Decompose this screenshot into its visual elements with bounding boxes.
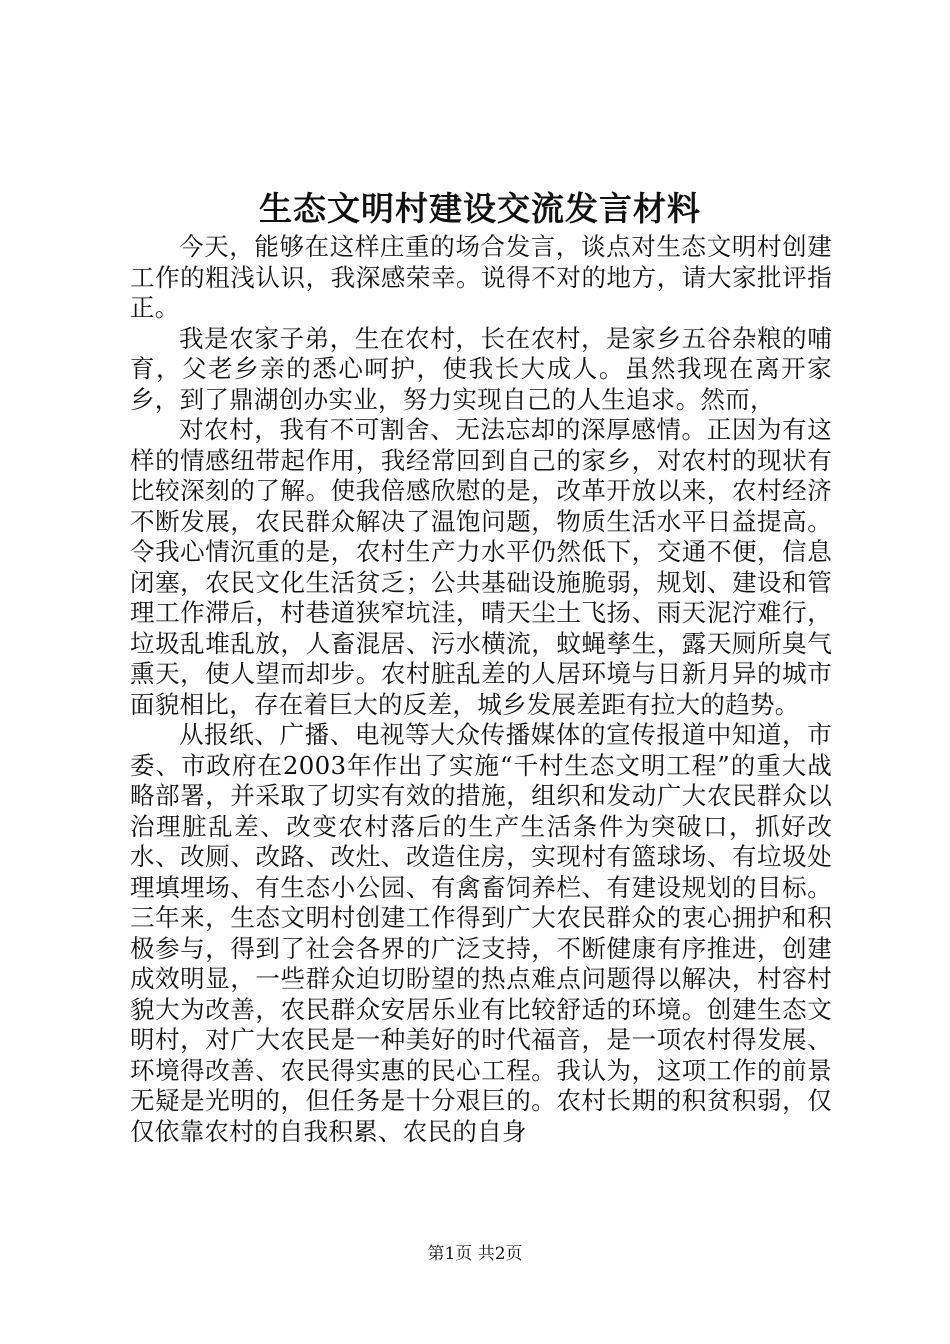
page-footer: 第1页 共2页 bbox=[427, 1244, 523, 1264]
document-body bbox=[130, 232, 832, 1147]
paragraph-3: 对农村，我有不可割舍、无法忘却的深厚感情。正因为有这样的情感纽带起作用，我经常回到自己的家乡，对农村的现状有比较深刻的了解。使我倍感欣慰的是，改革开放以来，农村经济不断发展，农民群众解决了温饱问题，物质生活水平日益提高。令我心情沉重的是，农村生产力水平仍然低下，交通不便，信息闭塞，农民文化生活贫乏；公共基础设施脆弱，规划、建设和管理工作滞后，村巷道狭窄坑洼，晴天尘土飞扬、雨天泥泞难行，垃圾乱堆乱放，人畜混居、污水横流，蚊蝇孳生，露天厕所臭气熏天，使人望而却步。农村脏乱差的人居环境与日新月异的城市面貌相比，存在着巨大的反差，城乡发展差距有拉大的趋势。 bbox=[130, 415, 832, 719]
document-title: 生态文明村建设交流发言材料 bbox=[259, 189, 701, 228]
paragraph-4: 从报纸、广播、电视等大众传播媒体的宣传报道中知道，市委、市政府在2003年作出了实施“千村生态文明工程”的重大战略部署，并采取了切实有效的措施，组织和发动广大农民群众以治理脏乱差、改变农村落后的生产生活条件为突破口，抓好改水、改厕、改路、改灶、改造住房，实现村有篮球场、有垃圾处理填埋场、有生态小公园、有禽畜饲养栏、有建设规划的目标。三年来，生态文明村创建工作得到广大农民群众的衷心拥护和积极参与，得到了社会各界的广泛支持，不断健康有序推进，创建成效明显，一些群众迫切盼望的热点难点问题得以解决，村容村貌大为改善，农民群众安居乐业有比较舒适的环境。创建生态文明村，对广大农民是一种美好的时代福音，是一项农村得发展、环境得改善、农民得实惠的民心工程。我认为，这项工作的前景无疑是光明的，但任务是十分艰巨的。农村长期的积贫积弱，仅仅依靠农村的自我积累、农民的自身 bbox=[130, 720, 832, 1146]
paragraph-2: 我是农家子弟，生在农村，长在农村，是家乡五谷杂粮的哺育，父老乡亲的悉心呵护，使我长大成人。虽然我现在离开家乡，到了鼎湖创办实业，努力实现自己的人生追求。然而， bbox=[130, 323, 832, 414]
paragraph-1: 今天，能够在这样庄重的场合发言，谈点对生态文明村创建工作的粗浅认识，我深感荣幸。说得不对的地方，请大家批评指正。 bbox=[130, 232, 832, 322]
